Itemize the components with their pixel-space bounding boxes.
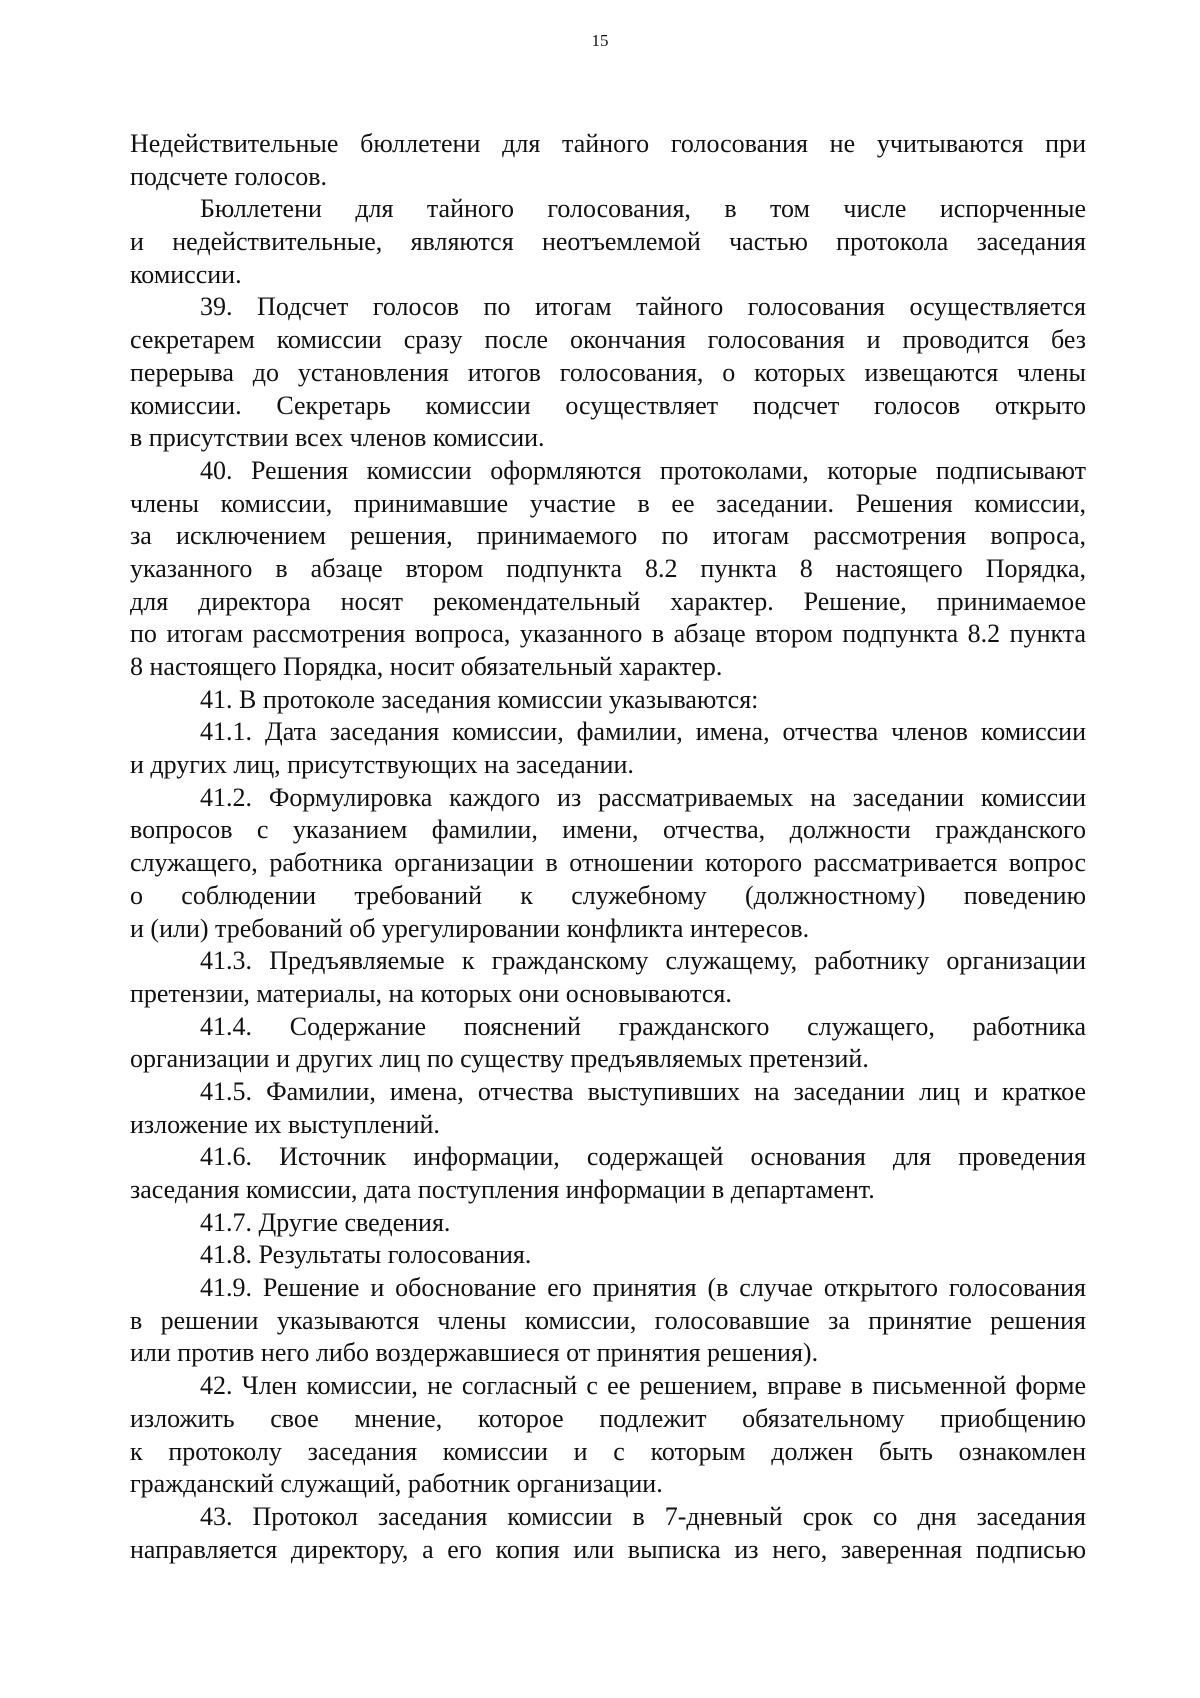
text-line: для директора носят рекомендательный характер. Решение, принимаемое [130,586,1086,616]
text-line: 41.3. Предъявляемые к гражданскому служащему, работнику организации [200,946,1086,976]
text-line: секретарем комиссии сразу после окончания голосования и проводится без [130,325,1086,355]
text-line: 39. Подсчет голосов по итогам тайного голосования осуществляется [200,292,1086,322]
text-line: или против него либо воздержавшиеся от принятия решения). [130,1338,819,1368]
text-line: в решении указываются члены комиссии, голосовавшие за принятие решения [130,1305,1086,1335]
body-text [130,128,1086,1566]
page-number: 15 [591,31,609,50]
text-line: 41. В протоколе заседания комиссии указываются: [200,684,759,714]
text-line: и недействительные, являются неотъемлемой частью протокола заседания [130,227,1086,257]
text-line: указанного в абзаце втором подпункта 8.2 пункта 8 настоящего Порядка, [130,553,1086,583]
text-line: 8 настоящего Порядка, носит обязательный характер. [130,652,723,681]
text-line: направляется директору, а его копия или выписка из него, заверенная подписью [130,1534,1086,1564]
text-line: и других лиц, присутствующих на заседании. [130,750,634,780]
text-line: 41.7. Другие сведения. [200,1207,451,1237]
text-line: за исключением решения, принимаемого по итогам рассмотрения вопроса, [130,521,1086,551]
text-line: к протоколу заседания комиссии и с которым должен быть ознакомлен [130,1436,1086,1466]
text-line: изложение их выступлений. [130,1109,440,1139]
text-line: 43. Протокол заседания комиссии в 7-дневный срок со дня заседания [200,1501,1086,1531]
text-line: Недействительные бюллетени для тайного голосования не учитываются при [130,129,1086,158]
text-line: комиссии. Секретарь комиссии осуществляет подсчет голосов открыто [130,390,1086,420]
text-line: служащего, работника организации в отношении которого рассматривается вопрос [130,848,1086,878]
text-line: вопросов с указанием фамилии, имени, отчества, должности гражданского [130,815,1086,845]
text-line: и (или) требований об урегулировании конфликта интересов. [130,913,810,943]
text-line: 40. Решения комиссии оформляются протоколами, которые подписывают [200,455,1086,485]
text-line: организации и других лиц по существу предъявляемых претензий. [130,1044,869,1074]
text-line: 41.8. Результаты голосования. [200,1240,532,1270]
text-line: в присутствии всех членов комиссии. [130,423,545,453]
text-line: 41.1. Дата заседания комиссии, фамилии, имена, отчества членов комиссии [200,717,1086,747]
text-line: претензии, материалы, на которых они основываются. [130,978,732,1008]
text-line: гражданский служащий, работник организации. [130,1469,663,1499]
text-line: 41.2. Формулировка каждого из рассматриваемых на заседании комиссии [200,782,1086,812]
text-line: члены комиссии, принимавшие участие в ее заседании. Решения комиссии, [130,488,1086,518]
text-line: подсчете голосов. [130,161,328,191]
text-line: изложить свое мнение, которое подлежит обязательному приобщению [130,1403,1086,1433]
text-line: комиссии. [130,259,242,289]
text-line: по итогам рассмотрения вопроса, указанного в абзаце втором подпункта 8.2 пункта [130,619,1086,649]
text-line: 41.4. Содержание пояснений гражданского служащего, работника [200,1011,1086,1041]
text-line: перерыва до установления итогов голосования, о которых извещаются члены [130,357,1086,387]
text-line: заседания комиссии, дата поступления информации в департамент. [130,1175,875,1204]
text-line: 42. Член комиссии, не согласный с ее решением, вправе в письменной форме [200,1371,1086,1401]
text-line: Бюллетени для тайного голосования, в том числе испорченные [200,194,1086,224]
text-line: 41.6. Источник информации, содержащей основания для проведения [200,1142,1086,1172]
text-line: 41.5. Фамилии, имена, отчества выступивших на заседании лиц и краткое [200,1076,1086,1106]
text-line: о соблюдении требований к служебному (должностному) поведению [130,880,1086,910]
text-line: 41.9. Решение и обоснование его принятия (в случае открытого голосования [200,1273,1086,1303]
